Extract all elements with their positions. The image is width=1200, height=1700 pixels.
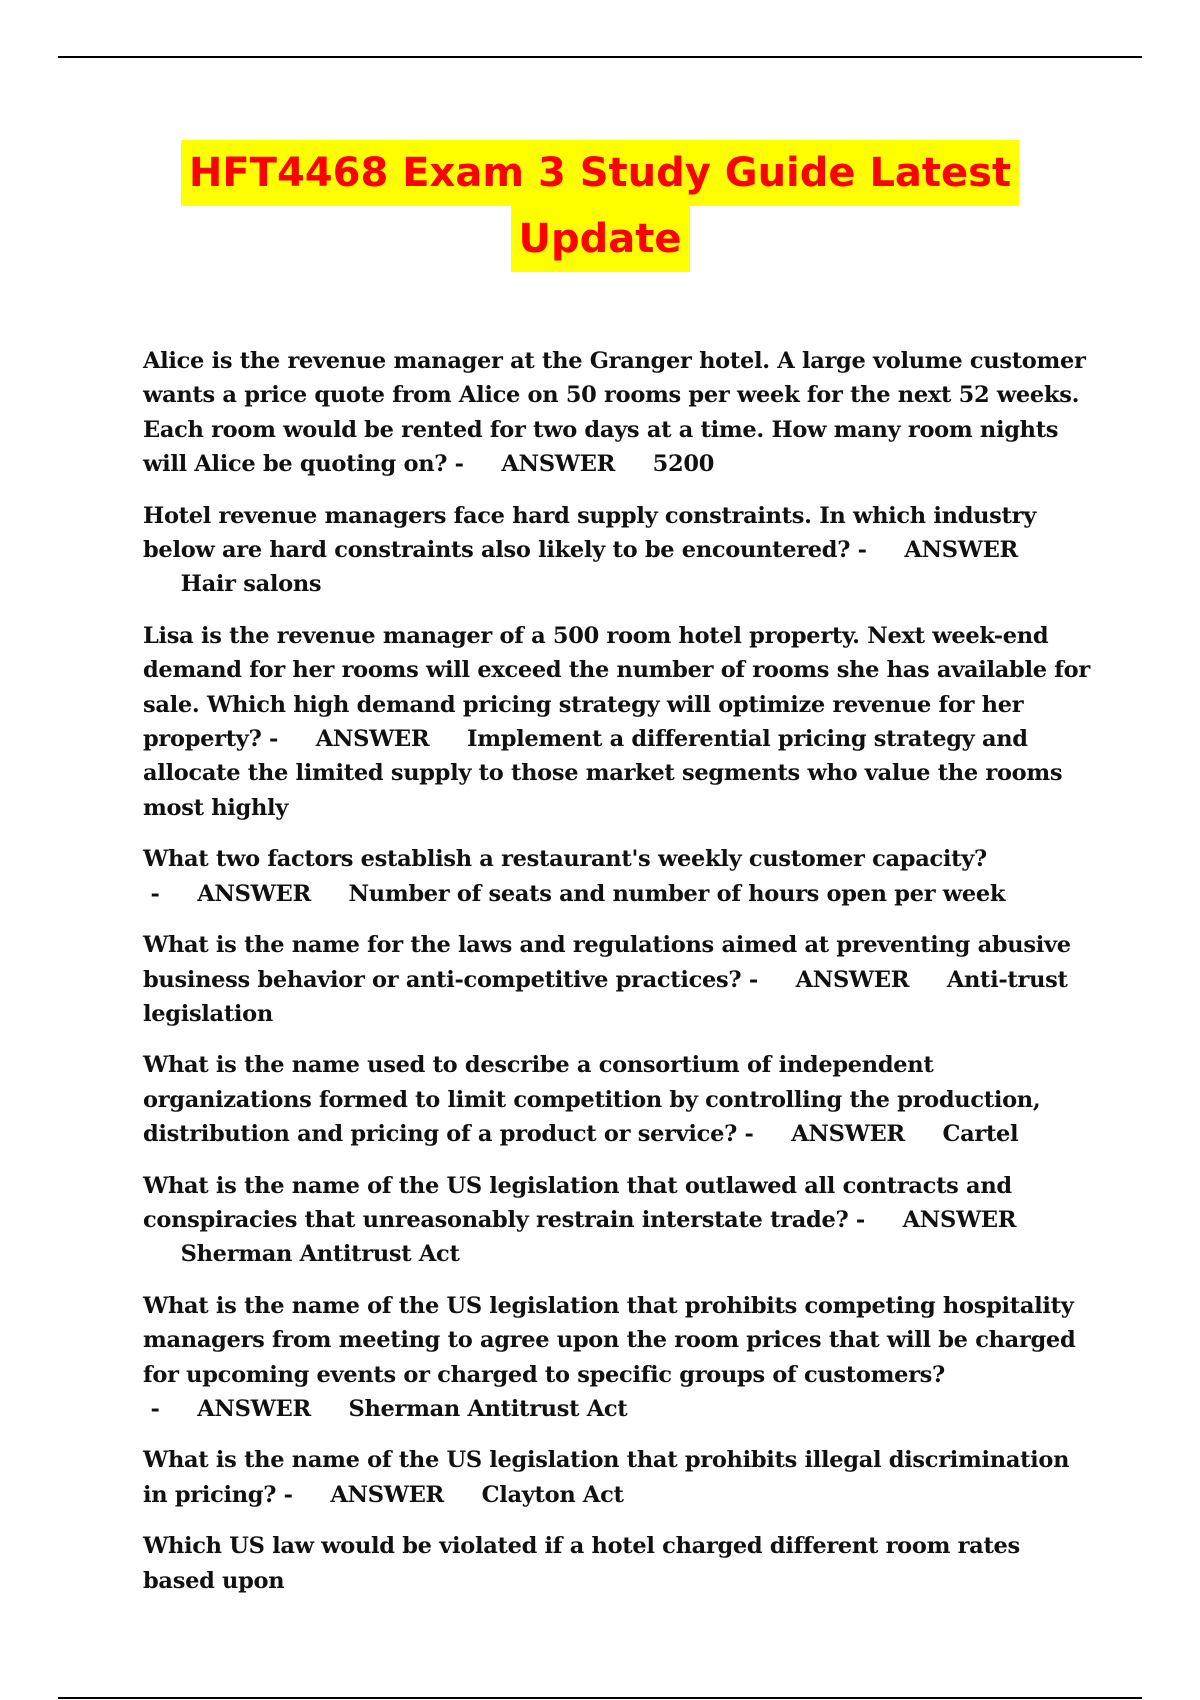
answer-marker: ANSWER (197, 880, 311, 907)
answer-text: Sherman Antitrust Act (180, 1241, 460, 1268)
separator: - (447, 451, 502, 478)
question-text: Hotel revenue managers face hard supply constraints. In which industry below are hard constraints also likely to be encountered? (143, 502, 1036, 564)
answer-text: Cartel (942, 1121, 1019, 1148)
qa-list (143, 344, 1098, 1615)
question-text: What two factors establish a restaurant's weekly customer capacity? (143, 846, 987, 873)
qa-item (143, 1169, 1098, 1272)
question-text: Alice is the revenue manager at the Granger hotel. A large volume customer wants a price quote from Alice on 50 rooms per week for the next 52 weeks. Each room would be rented for two days at a time. How many room nights will Alice be quoting on? (143, 348, 1086, 478)
answer-marker: ANSWER (330, 1481, 444, 1508)
answer-marker: ANSWER (197, 1395, 311, 1422)
qa-item (143, 619, 1098, 825)
qa-item (143, 928, 1098, 1031)
question-text: What is the name of the US legislation that prohibits competing hospitality managers from meeting to agree upon the room prices that will be charged for upcoming events or charged to specific groups of customers? (143, 1292, 1076, 1388)
separator: - (261, 726, 316, 753)
separator: - (848, 1206, 903, 1233)
separator: - (850, 537, 905, 564)
trailing-question: Which US law would be violated if a hotel charged different room rates based upon (143, 1533, 1020, 1594)
question-text: What is the name of the US legislation that outlawed all contracts and conspiracies that unreasonably restrain interstate trade? (143, 1172, 1012, 1233)
title-line-2: Update (511, 206, 690, 272)
answer-text: Clayton Act (481, 1481, 624, 1508)
separator: - (276, 1481, 331, 1508)
qa-item (143, 1048, 1098, 1151)
answer-text: Implement a differential pricing strategy and allocate the limited supply to those market segments who value the rooms most highly (143, 726, 1063, 821)
question-text: What is the name for the laws and regulations aimed at preventing abusive business behavior or anti-competitive practices? (143, 932, 1071, 993)
title-line-1: HFT4468 Exam 3 Study Guide Latest (181, 140, 1019, 206)
separator: - (736, 1121, 792, 1148)
answer-text: Hair salons (180, 571, 322, 598)
separator: - (741, 966, 796, 993)
answer-text: 5200 (652, 451, 715, 478)
answer-marker: ANSWER (795, 966, 910, 993)
bottom-rule (58, 1697, 1142, 1699)
top-rule (58, 56, 1142, 58)
question-text: Lisa is the revenue manager of a 500 room hotel property. Next week-end demand for her rooms will exceed the number of rooms she has available for sale. Which high demand pricing strategy will optimize revenue for her property? (143, 622, 1090, 753)
question-text: What is the name used to describe a consortium of independent organizations formed to limit competition by controlling the production, distribution and pricing of a product or service? (143, 1052, 1041, 1148)
answer-marker: ANSWER (902, 1206, 1017, 1233)
question-text: What is the name of the US legislation that prohibits illegal discrimination in pricing? (143, 1447, 1070, 1508)
answer-text: Number of seats and number of hours open per week (348, 880, 1006, 907)
qa-item (143, 1443, 1098, 1512)
answer-text: Anti-trust legislation (143, 966, 1068, 1027)
answer-marker: ANSWER (791, 1121, 905, 1148)
qa-item (143, 499, 1098, 602)
answer-marker: ANSWER (501, 451, 615, 478)
qa-item (143, 344, 1098, 482)
separator: - (143, 1395, 198, 1422)
answer-text: Sherman Antitrust Act (348, 1395, 628, 1422)
separator: - (143, 880, 198, 907)
qa-item (143, 1289, 1098, 1427)
page-title (0, 140, 1200, 272)
answer-marker: ANSWER (904, 537, 1018, 564)
answer-marker: ANSWER (315, 726, 430, 753)
qa-item (143, 842, 1098, 911)
